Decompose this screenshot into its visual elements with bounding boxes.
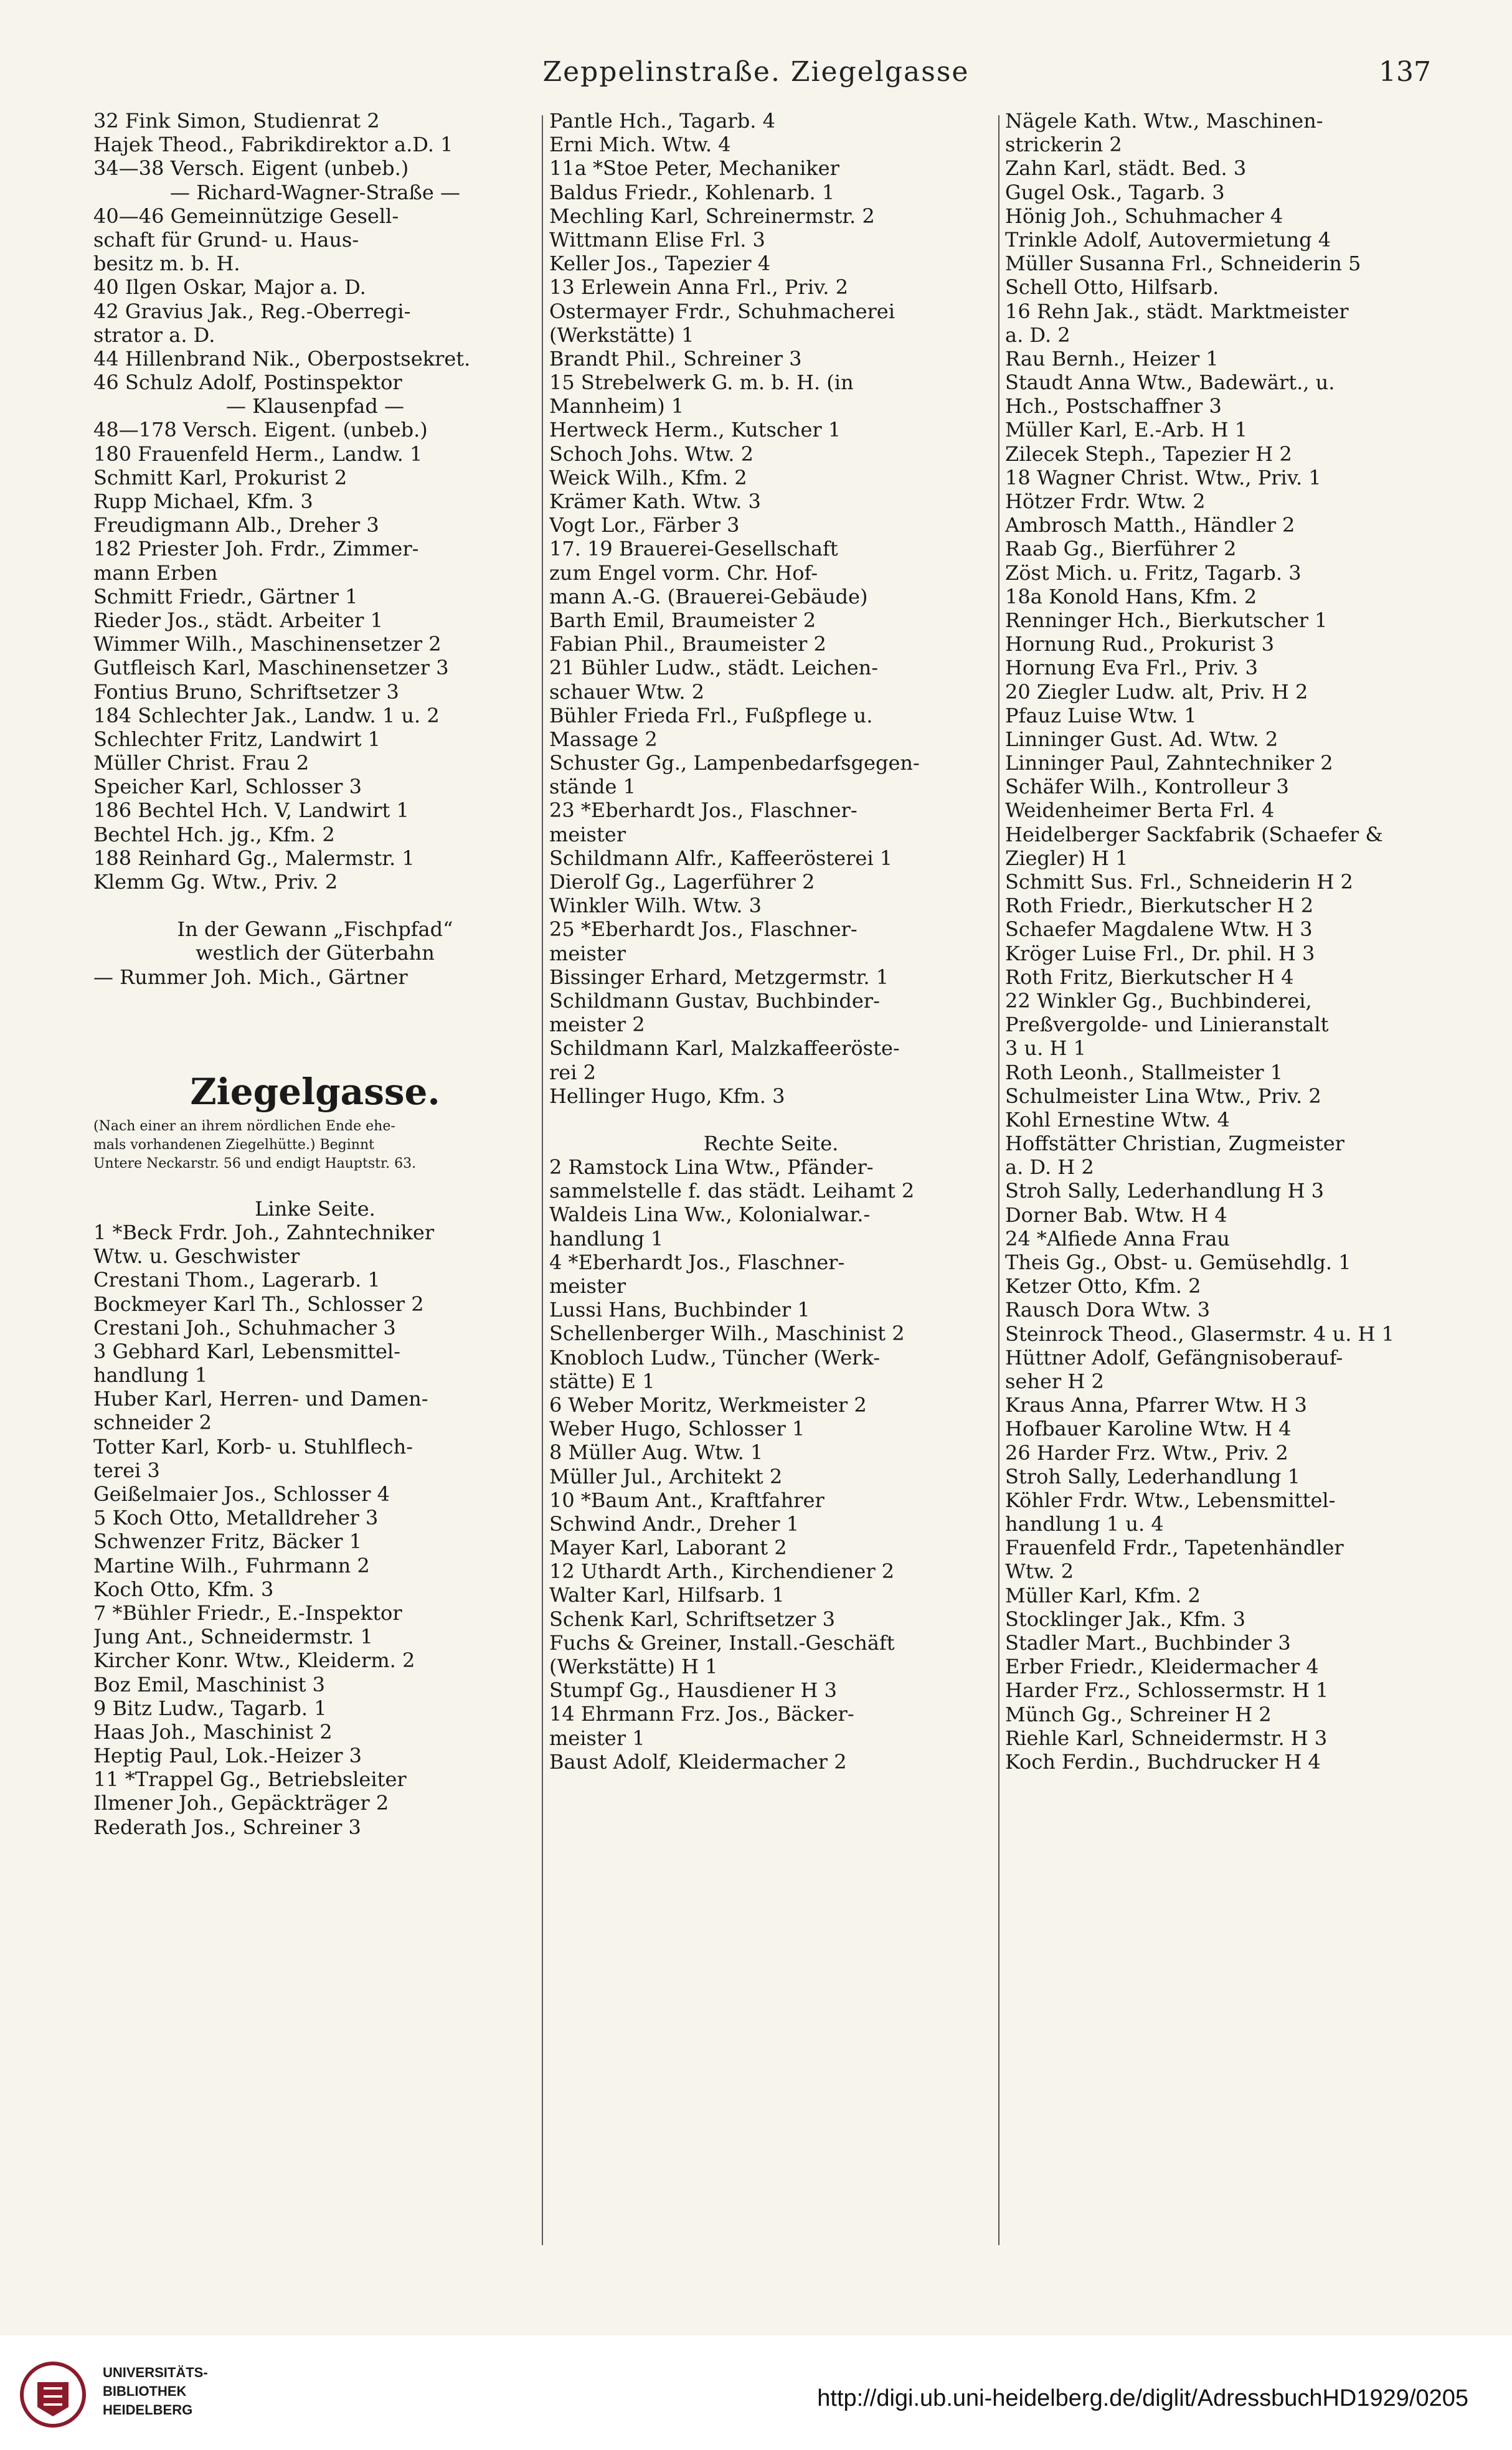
directory-entry: 42 Gravius Jak., Reg.-Oberregi- [93, 299, 411, 323]
directory-entry: Zahn Karl, städt. Bed. 3 [1005, 156, 1247, 181]
directory-entry: 11 *Trappel Gg., Betriebsleiter [93, 1767, 407, 1792]
directory-entry: Kraus Anna, Pfarrer Wtw. H 3 [1005, 1393, 1307, 1417]
directory-entry: Rieder Jos., städt. Arbeiter 1 [93, 608, 383, 632]
street-heading: Ziegelgasse. [190, 1070, 440, 1113]
directory-entry: Jung Ant., Schneidermstr. 1 [93, 1625, 373, 1649]
directory-entry: Schildmann Gustav, Buchbinder- [549, 988, 880, 1013]
directory-entry: strator a. D. [93, 323, 215, 347]
directory-entry: Schmitt Sus. Frl., Schneiderin H 2 [1005, 870, 1353, 894]
directory-entry: Ilmener Joh., Gepäckträger 2 [93, 1791, 389, 1815]
directory-entry: 22 Winkler Gg., Buchbinderei, [1005, 988, 1312, 1013]
directory-entry: mann A.-G. (Brauerei-Gebäude) [549, 584, 868, 608]
directory-entry: 16 Rehn Jak., städt. Marktmeister [1005, 299, 1349, 323]
directory-entry: Kircher Konr. Wtw., Kleiderm. 2 [93, 1648, 415, 1673]
directory-entry: zum Engel vorm. Chr. Hof- [549, 560, 818, 585]
directory-entry: 26 Harder Frz. Wtw., Priv. 2 [1005, 1440, 1288, 1465]
directory-entry: stände 1 [549, 775, 636, 799]
directory-entry: Müller Karl, E.-Arb. H 1 [1005, 418, 1248, 442]
directory-entry: Kohl Ernestine Wtw. 4 [1005, 1107, 1230, 1132]
directory-entry: sammelstelle f. das städt. Leihamt 2 [549, 1179, 915, 1203]
directory-entry: — Richard-Wagner-Straße — [170, 180, 460, 204]
directory-entry: 7 *Bühler Friedr., E.-Inspektor [93, 1601, 402, 1625]
directory-entry: Dierolf Gg., Lagerführer 2 [549, 870, 815, 894]
directory-entry: Ambrosch Matth., Händler 2 [1005, 513, 1295, 537]
directory-entry: 18a Konold Hans, Kfm. 2 [1005, 584, 1257, 608]
directory-entry: Müller Karl, Kfm. 2 [1005, 1583, 1201, 1607]
directory-entry: besitz m. b. H. [93, 252, 240, 276]
directory-entry: Schell Otto, Hilfsarb. [1005, 275, 1219, 300]
directory-entry: Weber Hugo, Schlosser 1 [549, 1417, 805, 1441]
directory-entry: meister [549, 1274, 626, 1298]
directory-entry: Zöst Mich. u. Fritz, Tagarb. 3 [1005, 560, 1302, 585]
directory-entry: Hornung Eva Frl., Priv. 3 [1005, 656, 1258, 680]
directory-entry: westlich der Güterbahn [196, 941, 435, 965]
directory-entry: Müller Christ. Frau 2 [93, 751, 309, 775]
directory-column-right [1005, 109, 1447, 2301]
directory-entry [93, 989, 537, 1013]
directory-entry: Schäfer Wilh., Kontrolleur 3 [1005, 775, 1289, 799]
directory-entry: Koch Ferdin., Buchdrucker H 4 [1005, 1749, 1321, 1774]
directory-entry: Schildmann Karl, Malzkaffeeröste- [549, 1036, 900, 1061]
directory-entry: Mechling Karl, Schreinermstr. 2 [549, 204, 875, 228]
directory-entry: Roth Fritz, Bierkutscher H 4 [1005, 965, 1294, 989]
directory-entry: Frauenfeld Frdr., Tapetenhändler [1005, 1536, 1344, 1560]
directory-entry: Barth Emil, Braumeister 2 [549, 608, 816, 632]
directory-entry [93, 1173, 537, 1197]
directory-column-left [93, 109, 537, 2301]
directory-entry: Stroh Sally, Lederhandlung H 3 [1005, 1179, 1324, 1203]
directory-entry: Harder Frz., Schlossermstr. H 1 [1005, 1678, 1329, 1703]
directory-entry: Wtw. 2 [1005, 1559, 1074, 1584]
directory-entry: Rupp Michael, Kfm. 3 [93, 490, 313, 513]
directory-entry: 13 Erlewein Anna Frl., Priv. 2 [549, 275, 848, 300]
directory-entry: 188 Reinhard Gg., Malermstr. 1 [93, 846, 415, 870]
directory-entry: 3 Gebhard Karl, Lebensmittel- [93, 1339, 400, 1363]
directory-entry: Rederath Jos., Schreiner 3 [93, 1815, 361, 1839]
directory-entry: Fuchs & Greiner, Install.-Geschäft [549, 1630, 895, 1655]
directory-entry: Erber Friedr., Kleidermacher 4 [1005, 1655, 1319, 1679]
directory-entry: Müller Jul., Architekt 2 [549, 1464, 783, 1488]
directory-entry [93, 1036, 537, 1060]
directory-entry: meister [549, 941, 626, 965]
directory-entry: 40—46 Gemeinnützige Gesell- [93, 204, 399, 228]
directory-entry: Fabian Phil., Braumeister 2 [549, 632, 826, 656]
directory-entry: Crestani Joh., Schuhmacher 3 [93, 1315, 396, 1340]
directory-entry: Stroh Sally, Lederhandlung 1 [1005, 1464, 1300, 1488]
directory-entry: — Rummer Joh. Mich., Gärtner [93, 965, 408, 989]
directory-entry: Klemm Gg. Wtw., Priv. 2 [93, 870, 338, 894]
directory-entry: Stumpf Gg., Hausdiener H 3 [549, 1678, 837, 1703]
directory-entry: Bissinger Erhard, Metzgermstr. 1 [549, 965, 889, 989]
directory-entry: Mayer Karl, Laborant 2 [549, 1536, 787, 1560]
directory-entry: In der Gewann „Fischpfad“ [177, 917, 453, 942]
directory-column-middle [549, 109, 993, 2301]
directory-entry: 17. 19 Brauerei-Gesellschaft [549, 537, 838, 561]
directory-entry: Renninger Hch., Bierkutscher 1 [1005, 608, 1328, 632]
directory-entry: 186 Bechtel Hch. V, Landwirt 1 [93, 798, 409, 823]
directory-entry: Linninger Paul, Zahntechniker 2 [1005, 751, 1333, 775]
directory-entry: 3 u. H 1 [1005, 1036, 1086, 1061]
directory-entry: mals vorhandenen Ziegelhütte.) Beginnt [93, 1137, 374, 1153]
directory-entry: meister 2 [549, 1013, 645, 1037]
directory-entry: Trinkle Adolf, Autovermietung 4 [1005, 227, 1331, 252]
library-name-line: BIBLIOTHEK [103, 2383, 187, 2399]
directory-entry: Linke Seite. [255, 1196, 376, 1221]
directory-entry: (Werkstätte) H 1 [549, 1655, 718, 1678]
directory-entry: Waldeis Lina Ww., Kolonialwar.- [549, 1203, 871, 1227]
directory-entry: Hertweck Herm., Kutscher 1 [549, 418, 841, 442]
directory-entry: handlung 1 [93, 1363, 208, 1388]
directory-entry: Schaefer Magdalene Wtw. H 3 [1005, 917, 1313, 942]
directory-entry: stätte) E 1 [549, 1369, 655, 1393]
directory-entry: Raab Gg., Bierführer 2 [1005, 537, 1237, 561]
directory-entry: Geißelmaier Jos., Schlosser 4 [93, 1482, 390, 1506]
library-name [103, 2363, 208, 2419]
directory-entry: 5 Koch Otto, Metalldreher 3 [93, 1506, 379, 1530]
directory-entry: Hellinger Hugo, Kfm. 3 [549, 1084, 785, 1108]
directory-entry: Ketzer Otto, Kfm. 2 [1005, 1274, 1201, 1298]
directory-entry: Schwenzer Fritz, Bäcker 1 [93, 1530, 362, 1554]
directory-entry: schaft für Grund- u. Haus- [93, 227, 359, 252]
directory-entry: seher H 2 [1005, 1369, 1104, 1393]
directory-entry: Boz Emil, Maschinist 3 [93, 1672, 326, 1696]
directory-entry: 184 Schlechter Jak., Landw. 1 u. 2 [93, 703, 440, 727]
directory-entry: 48—178 Versch. Eigent. (unbeb.) [93, 418, 428, 442]
directory-entry: Krämer Kath. Wtw. 3 [549, 490, 761, 513]
directory-entry: 20 Ziegler Ludw. alt, Priv. H 2 [1005, 679, 1308, 704]
directory-entry: 32 Fink Simon, Studienrat 2 [93, 109, 380, 133]
directory-entry: Rechte Seite. [703, 1131, 839, 1155]
directory-entry: Weidenheimer Berta Frl. 4 [1005, 798, 1275, 823]
source-url-link[interactable]: http://digi.ub.uni-heidelberg.de/diglit/AdressbuchHD1929/0205 [817, 2385, 1468, 2411]
directory-entry: Weick Wilh., Kfm. 2 [549, 465, 747, 490]
directory-entry: Totter Karl, Korb- u. Stuhlflech- [93, 1434, 413, 1459]
directory-entry: Hajek Theod., Fabrikdirektor a.D. 1 [93, 133, 453, 157]
running-head [0, 56, 1512, 93]
directory-entry: terei 3 [93, 1458, 160, 1482]
directory-entry: 10 *Baum Ant., Kraftfahrer [549, 1488, 825, 1512]
directory-entry: Roth Leonh., Stallmeister 1 [1005, 1060, 1283, 1084]
directory-entry: Winkler Wilh. Wtw. 3 [549, 894, 762, 918]
directory-entry: Roth Friedr., Bierkutscher H 2 [1005, 894, 1314, 918]
directory-entry: Baust Adolf, Kleidermacher 2 [549, 1749, 847, 1774]
directory-entry: 1 *Beck Frdr. Joh., Zahntechniker [93, 1220, 435, 1244]
directory-entry: — Klausenpfad — [225, 394, 405, 419]
directory-entry: 24 *Alfiede Anna Frau [1005, 1226, 1230, 1251]
directory-entry: Schlechter Fritz, Landwirt 1 [93, 727, 380, 751]
directory-entry: Knobloch Ludw., Tüncher (Werk- [549, 1345, 881, 1369]
directory-entry: Kröger Luise Frl., Dr. phil. H 3 [1005, 941, 1315, 965]
directory-entry: Pantle Hch., Tagarb. 4 [549, 109, 775, 133]
column-rule [998, 115, 999, 2245]
directory-entry: Schmitt Karl, Prokurist 2 [93, 465, 347, 490]
directory-entry: (Nach einer an ihrem nördlichen Ende ehe- [93, 1118, 395, 1134]
directory-entry: Walter Karl, Hilfsarb. 1 [549, 1583, 785, 1607]
directory-entry: 25 *Eberhardt Jos., Flaschner- [549, 917, 858, 942]
directory-entry: 44 Hillenbrand Nik., Oberpostsekret. [93, 346, 471, 371]
directory-entry [93, 1013, 537, 1036]
directory-entry: Hornung Rud., Prokurist 3 [1005, 632, 1275, 656]
directory-entry: Lussi Hans, Buchbinder 1 [549, 1298, 810, 1322]
directory-entry: meister [549, 822, 626, 846]
directory-entry: 14 Ehrmann Frz. Jos., Bäcker- [549, 1702, 854, 1726]
directory-entry: Gutfleisch Karl, Maschinensetzer 3 [93, 656, 449, 680]
directory-entry: Bechtel Hch. jg., Kfm. 2 [93, 822, 335, 846]
directory-entry: Riehle Karl, Schneidermstr. H 3 [1005, 1726, 1328, 1750]
directory-entry: Untere Neckarstr. 56 und endigt Hauptstr. 63. [93, 1155, 417, 1171]
directory-entry: (Werkstätte) 1 [549, 323, 694, 347]
column-rule [542, 115, 543, 2245]
directory-entry: 182 Priester Joh. Frdr., Zimmer- [93, 537, 419, 561]
directory-entry: Dorner Bab. Wtw. H 4 [1005, 1203, 1227, 1227]
library-name-line: UNIVERSITÄTS- [103, 2365, 208, 2380]
directory-entry: Brandt Phil., Schreiner 3 [549, 346, 802, 371]
directory-entry: Heidelberger Sackfabrik (Schaefer & [1005, 822, 1383, 846]
directory-entry: Schmitt Friedr., Gärtner 1 [93, 584, 358, 608]
directory-entry: Schildmann Alfr., Kaffeerösterei 1 [549, 846, 893, 870]
directory-entry: 8 Müller Aug. Wtw. 1 [549, 1440, 763, 1465]
directory-entry: mann Erben [93, 560, 218, 585]
directory-entry: 2 Ramstock Lina Wtw., Pfänder- [549, 1155, 874, 1180]
directory-entry: 15 Strebelwerk G. m. b. H. (in [549, 371, 854, 395]
directory-entry: Staudt Anna Wtw., Badewärt., u. [1005, 371, 1335, 395]
directory-entry: strickerin 2 [1005, 133, 1122, 157]
directory-entry: Steinrock Theod., Glasermstr. 4 u. H 1 [1005, 1322, 1394, 1346]
directory-entry: Keller Jos., Tapezier 4 [549, 252, 771, 276]
directory-entry: 21 Bühler Ludw., städt. Leichen- [549, 656, 879, 680]
directory-entry: Erni Mich. Wtw. 4 [549, 133, 731, 157]
directory-entry: handlung 1 u. 4 [1005, 1512, 1164, 1536]
directory-entry: schneider 2 [93, 1411, 212, 1435]
directory-entry: Pfauz Luise Wtw. 1 [1005, 703, 1197, 727]
directory-entry: Gugel Osk., Tagarb. 3 [1005, 180, 1225, 204]
page-title: Zeppelinstraße. Ziegelgasse [542, 56, 970, 88]
directory-entry: Hönig Joh., Schuhmacher 4 [1005, 204, 1283, 228]
directory-entry: 46 Schulz Adolf, Postinspektor [93, 371, 402, 395]
directory-entry: Linninger Gust. Ad. Wtw. 2 [1005, 727, 1278, 751]
directory-entry: 6 Weber Moritz, Werkmeister 2 [549, 1393, 867, 1417]
directory-entry: Münch Gg., Schreiner H 2 [1005, 1702, 1272, 1726]
directory-entry: Wtw. u. Geschwister [93, 1244, 300, 1269]
directory-entry: Schenk Karl, Schriftsetzer 3 [549, 1607, 835, 1631]
directory-entry: schauer Wtw. 2 [549, 679, 705, 704]
directory-entry: a. D. 2 [1005, 323, 1070, 347]
directory-entry: Zilecek Steph., Tapezier H 2 [1005, 442, 1292, 466]
directory-entry: Huber Karl, Herren- und Damen- [93, 1387, 428, 1411]
directory-entry: Schuster Gg., Lampenbedarfsgegen- [549, 751, 920, 775]
directory-entry: Haas Joh., Maschinist 2 [93, 1719, 333, 1744]
directory-entry: Crestani Thom., Lagerarb. 1 [93, 1268, 380, 1292]
directory-entry: Schoch Johs. Wtw. 2 [549, 442, 754, 466]
directory-entry [549, 1108, 993, 1132]
directory-entry: Hch., Postschaffner 3 [1005, 394, 1222, 419]
directory-entry: a. D. H 2 [1005, 1155, 1094, 1180]
directory-entry: 40 Ilgen Oskar, Major a. D. [93, 275, 366, 300]
directory-entry: 12 Uthardt Arth., Kirchendiener 2 [549, 1559, 895, 1584]
directory-entry: Köhler Frdr. Wtw., Lebensmittel- [1005, 1488, 1336, 1512]
directory-entry: Massage 2 [549, 727, 658, 751]
directory-entry: Stadler Mart., Buchbinder 3 [1005, 1631, 1291, 1655]
directory-entry: meister 1 [549, 1726, 645, 1750]
directory-entry: Hoffstätter Christian, Zugmeister [1005, 1132, 1344, 1156]
directory-entry: Müller Susanna Frl., Schneiderin 5 [1005, 252, 1361, 276]
directory-entry: Koch Otto, Kfm. 3 [93, 1577, 274, 1601]
directory-entry: Martine Wilh., Fuhrmann 2 [93, 1553, 370, 1577]
directory-entry: 11a *Stoe Peter, Mechaniker [549, 156, 839, 181]
directory-entry: 18 Wagner Christ. Wtw., Priv. 1 [1005, 465, 1321, 490]
directory-entry: 4 *Eberhardt Jos., Flaschner- [549, 1250, 845, 1274]
directory-entry: rei 2 [549, 1060, 596, 1084]
directory-entry: Ziegler) H 1 [1005, 846, 1128, 870]
directory-entry: Schwind Andr., Dreher 1 [549, 1511, 800, 1536]
directory-entry: 9 Bitz Ludw., Tagarb. 1 [93, 1696, 327, 1720]
directory-entry: Hüttner Adolf, Gefängnisoberauf- [1005, 1345, 1343, 1369]
directory-entry: Ostermayer Frdr., Schuhmacherei [549, 299, 895, 323]
directory-entry: Speicher Karl, Schlosser 3 [93, 775, 362, 799]
directory-entry: Hötzer Frdr. Wtw. 2 [1005, 490, 1206, 513]
library-name-line: HEIDELBERG [103, 2402, 193, 2418]
directory-entry: 34—38 Versch. Eigent (unbeb.) [93, 156, 409, 181]
directory-entry: Rau Bernh., Heizer 1 [1005, 346, 1219, 371]
directory-entry: Vogt Lor., Färber 3 [549, 513, 740, 537]
library-seal-icon [19, 2360, 93, 2429]
directory-entry [93, 894, 537, 917]
directory-entry: Wimmer Wilh., Maschinensetzer 2 [93, 632, 442, 656]
directory-entry: Heptig Paul, Lok.-Heizer 3 [93, 1744, 362, 1768]
directory-entry: Freudigmann Alb., Dreher 3 [93, 513, 379, 537]
directory-entry: Wittmann Elise Frl. 3 [549, 227, 765, 252]
directory-entry: Schulmeister Lina Wtw., Priv. 2 [1005, 1084, 1321, 1108]
directory-entry: Bühler Frieda Frl., Fußpflege u. [549, 703, 873, 727]
directory-entry: Preßvergolde- und Linieranstalt [1005, 1013, 1329, 1037]
directory-entry: handlung 1 [549, 1226, 664, 1251]
directory-entry: 23 *Eberhardt Jos., Flaschner- [549, 798, 858, 823]
directory-entry: Nägele Kath. Wtw., Maschinen- [1005, 109, 1323, 133]
directory-entry: Baldus Friedr., Kohlenarb. 1 [549, 180, 835, 204]
directory-entry: Mannheim) 1 [549, 394, 684, 419]
directory-entry: Fontius Bruno, Schriftsetzer 3 [93, 679, 399, 704]
directory-entry: Schellenberger Wilh., Maschinist 2 [549, 1322, 905, 1346]
page-number: 137 [1379, 56, 1431, 88]
directory-entry: Hofbauer Karoline Wtw. H 4 [1005, 1417, 1292, 1441]
directory-entry: Stocklinger Jak., Kfm. 3 [1005, 1607, 1245, 1631]
directory-entry: Theis Gg., Obst- u. Gemüsehdlg. 1 [1005, 1251, 1351, 1274]
directory-entry: Bockmeyer Karl Th., Schlosser 2 [93, 1292, 424, 1316]
directory-entry: 180 Frauenfeld Herm., Landw. 1 [93, 442, 423, 466]
directory-entry: Rausch Dora Wtw. 3 [1005, 1298, 1211, 1322]
